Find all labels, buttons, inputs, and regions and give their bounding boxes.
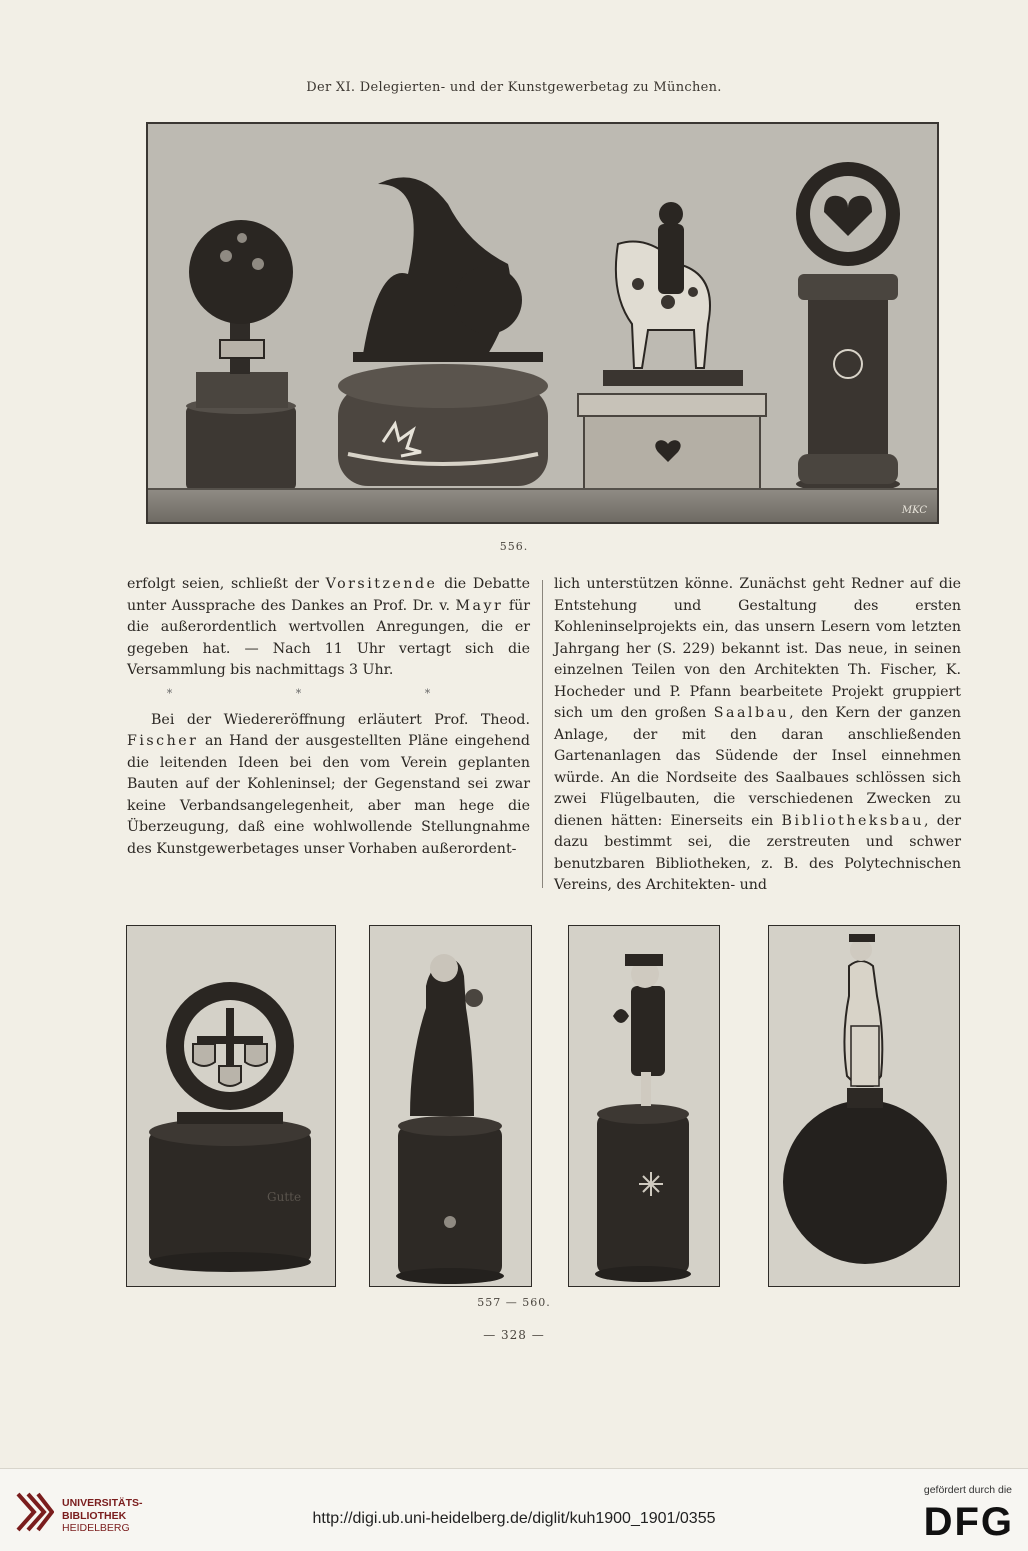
tree-box-object [186, 220, 296, 490]
rider-box-object [578, 202, 766, 490]
column-divider [542, 580, 543, 888]
figure-557-photo [126, 925, 336, 1287]
text-run: erfolgt seien, schließt der [127, 576, 326, 592]
text-run: an Hand der ausgestellten Pläne eingehend die leitenden Ideen bei den vom Verein geplanten Bauten auf der Kohleninsel; der Gegenstand sei zwar keine Verbandsangelegenheit, aber man hege die Überzeugung, daß eine wohlwollende Stellungnahme des Kunstgewerbetages unser Vorhaben außerordent- [127, 733, 530, 857]
text-run: Bei der Wiedereröffnung erläutert Prof. Theod. [151, 711, 530, 728]
figures-557-560-caption: 557 — 560. [477, 1296, 551, 1309]
emphasized-name: Mayr [455, 597, 504, 614]
funding-label: gefördert durch die [923, 1484, 1012, 1496]
text-column-right [554, 574, 961, 897]
section-break-stars: * * * [166, 686, 491, 700]
wordmark-line: HEIDELBERG [62, 1522, 130, 1534]
shelf-ledge [148, 488, 937, 522]
figure-556-photo [146, 122, 939, 524]
paragraph-3 [554, 574, 961, 897]
box-inscription: Gutte [267, 1190, 302, 1204]
emphasized-name: Vorsitzende [325, 576, 438, 592]
emphasized-name: Saalbau [713, 705, 790, 721]
running-head: Der XI. Delegierten- und der Kunstgewerbetag zu München. [306, 80, 722, 95]
text-run: die Debatte unter Aussprache des Dankes an Prof. Dr. v. [127, 576, 530, 614]
soldier-figure-sphere-illustration [769, 926, 958, 1285]
photographer-monogram: MKC [901, 505, 927, 516]
woman-figure-box-illustration [370, 926, 530, 1285]
text-run: für die außerordentlich wertvollen Anregungen, die er gegeben hat. — Nach 11 Uhr vertagt sich die Versammlung bis nachmittags 3 Uhr. [127, 597, 530, 678]
ibex-box-object [338, 177, 548, 486]
wordmark-line: UNIVERSITÄTS- [62, 1497, 143, 1509]
wordmark-line: BIBLIOTHEK [62, 1509, 127, 1522]
dfg-logo: DFG [923, 1500, 1014, 1544]
emphasized-name: Fischer [127, 733, 199, 749]
text-column-left [127, 574, 530, 860]
column-object [796, 162, 900, 492]
paragraph-1 [127, 574, 530, 682]
wreath-box-illustration [127, 926, 334, 1285]
figure-556-caption: 556. [499, 540, 529, 553]
page-number: — 328 — [483, 1328, 545, 1342]
emphasized-name: Bibliotheksbau [781, 812, 924, 829]
figure-560-photo [768, 925, 960, 1287]
text-run: lich unterstützen könne. Zunächst geht Redner auf die Entstehung und Gestaltung des ersten Kohleninselprojekts ein, das unsern Lesern vom letzten Jahrgang her (S. 229) bekannt ist. Das neue, in seinen einzelnen Teilen von den Architekten Th. Fischer, K. Hocheder und P. Pfann bearbeitete Projekt gruppiert sich um den großen [554, 576, 961, 721]
gentleman-figure-box-illustration [569, 926, 718, 1285]
paragraph-2 [127, 710, 530, 861]
figure-558-photo [369, 925, 532, 1287]
text-run: , der dazu bestimmt sei, die zerstreuten und schwer benutzbaren Bibliotheken, z. B. des Polytechnischen Vereins, des Architekten- und [554, 812, 961, 893]
text-run: , den Kern der ganzen Anlage, der mit den daran anschließenden Gartenanlagen das Südende der Insel einnehmen würde. An die Nordseite des Saalbaues schlössen sich zwei Flügelbauten, die verschiedenen Zwecken zu dienen hätten: Einerseits ein [554, 705, 961, 829]
permalink-url[interactable]: http://digi.ub.uni-heidelberg.de/diglit/kuh1900_1901/0355 [312, 1510, 716, 1527]
painted-boxes-illustration [148, 124, 939, 524]
figure-559-photo [568, 925, 720, 1287]
